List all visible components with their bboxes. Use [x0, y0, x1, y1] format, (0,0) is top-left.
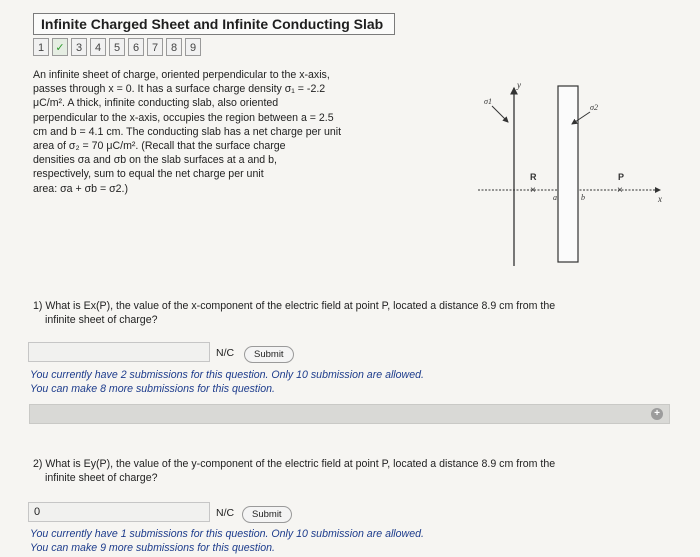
- q1-answer-input[interactable]: [28, 342, 210, 362]
- x-axis-label: x: [658, 194, 662, 204]
- q2-submit-button[interactable]: Submit: [242, 506, 292, 523]
- problem-line: μC/m². A thick, infinite conducting slab, also oriented: [33, 97, 279, 110]
- question-2-text-cont: infinite sheet of charge?: [45, 472, 158, 484]
- problem-line: densities σa and σb on the slab surfaces at a and b,: [33, 154, 277, 167]
- sigma1-pointer: [492, 106, 508, 122]
- question-1: [33, 299, 653, 327]
- question-1-text: 1) What is Ex(P), the value of the x-component of the electric field at point P, located a distance 8.9 cm from the: [33, 300, 556, 312]
- nav-item-4[interactable]: 4: [90, 38, 106, 56]
- nav-item-7[interactable]: 7: [147, 38, 163, 56]
- hint-bar[interactable]: [29, 404, 670, 424]
- problem-line: cm and b = 4.1 cm. The conducting slab has a net charge per unit: [33, 125, 342, 138]
- q1-submit-button[interactable]: Submit: [244, 346, 294, 363]
- point-r-marker: ×: [530, 185, 536, 196]
- nav-item-5[interactable]: 5: [109, 38, 125, 56]
- problem-line: area of σ₂ = 70 μC/m². (Recall that the surface charge: [33, 140, 286, 153]
- page-title: Infinite Charged Sheet and Infinite Conducting Slab: [33, 13, 395, 35]
- point-p-label: P: [618, 172, 625, 182]
- question-1-text-cont: infinite sheet of charge?: [45, 314, 158, 326]
- sigma1-label: σ1: [484, 97, 492, 106]
- sigma2-label: σ2: [590, 103, 598, 112]
- y-axis-label: y: [517, 80, 521, 90]
- q2-note-line: You can make 9 more submissions for this question.: [30, 541, 275, 554]
- nav-item-6[interactable]: 6: [128, 38, 144, 56]
- q1-note-line: You can make 8 more submissions for this question.: [30, 382, 275, 395]
- problem-line: perpendicular to the x-axis, occupies the region between a = 2.5: [33, 111, 334, 124]
- q2-answer-input[interactable]: [28, 502, 210, 522]
- q1-unit: N/C: [216, 347, 235, 359]
- nav-item-9[interactable]: 9: [185, 38, 201, 56]
- question-nav: [33, 38, 204, 58]
- problem-statement: [33, 68, 385, 196]
- nav-item-2-check-icon[interactable]: ✓: [52, 38, 68, 56]
- b-label: b: [581, 193, 585, 202]
- q2-submission-note: [30, 528, 424, 555]
- q2-note-line: You currently have 1 submissions for this question. Only 10 submission are allowed.: [30, 528, 424, 540]
- question-2: [33, 457, 653, 485]
- a-label: a: [553, 193, 557, 202]
- q1-submission-note: [30, 369, 424, 396]
- problem-line: An infinite sheet of charge, oriented perpendicular to the x-axis,: [33, 69, 330, 81]
- expand-plus-icon[interactable]: +: [651, 408, 663, 420]
- conducting-slab: [558, 86, 578, 262]
- nav-item-3[interactable]: 3: [71, 38, 87, 56]
- question-2-text: 2) What is Ey(P), the value of the y-component of the electric field at point P, located a distance 8.9 cm from the: [33, 458, 556, 470]
- q2-unit: N/C: [216, 507, 235, 519]
- charge-diagram: [478, 76, 668, 268]
- point-p-marker: ×: [617, 185, 623, 196]
- nav-item-8[interactable]: 8: [166, 38, 182, 56]
- nav-item-1[interactable]: 1: [33, 38, 49, 56]
- problem-line: passes through x = 0. It has a surface charge density σ₁ = -2.2: [33, 83, 326, 96]
- point-r-label: R: [530, 172, 537, 182]
- q1-note-line: You currently have 2 submissions for this question. Only 10 submission are allowed.: [30, 369, 424, 381]
- problem-line: area: σa + σb = σ2.): [33, 182, 128, 195]
- problem-line: respectively, sum to equal the net charge per unit: [33, 168, 264, 181]
